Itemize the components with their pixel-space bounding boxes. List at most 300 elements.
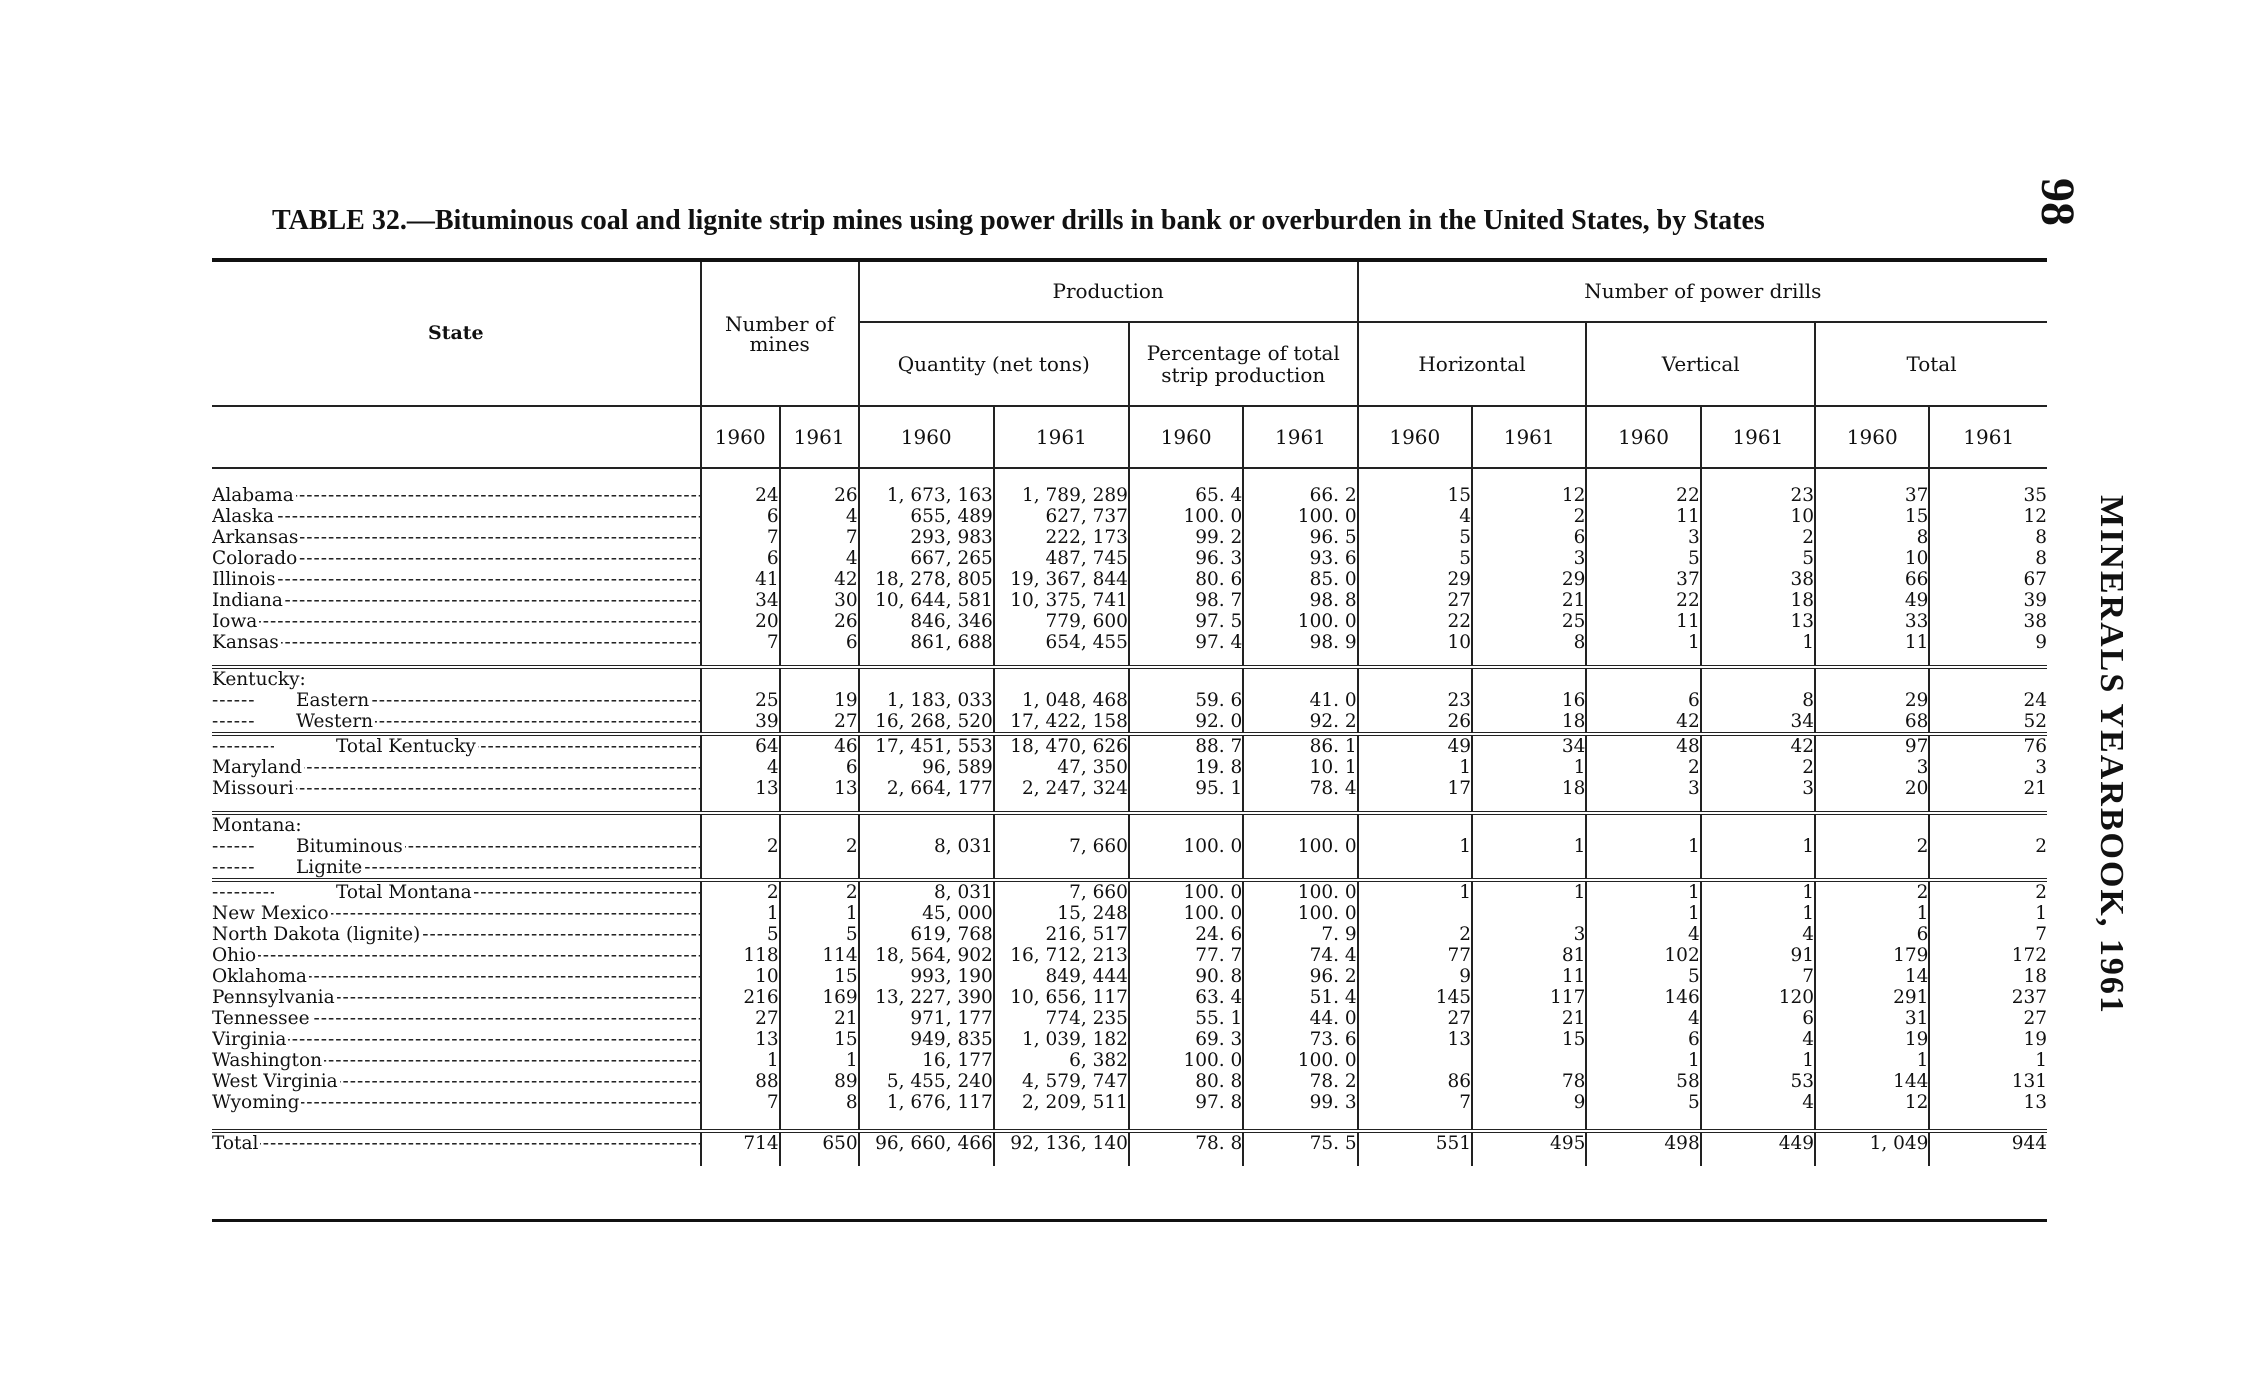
value-cell: 667, 265: [859, 548, 994, 569]
value-cell: 1: [1815, 1050, 1929, 1071]
value-cell: [1929, 667, 2047, 690]
value-cell: 2: [780, 880, 859, 903]
value-cell: 17, 422, 158: [994, 711, 1129, 734]
page-number: 98: [2031, 178, 2084, 226]
value-cell: 2: [1472, 506, 1586, 527]
value-cell: 100. 0: [1129, 903, 1243, 924]
value-cell: 1: [1472, 836, 1586, 857]
value-cell: 1: [1358, 836, 1472, 857]
value-cell: 5: [701, 924, 780, 945]
value-cell: 6: [1815, 924, 1929, 945]
value-cell: 8: [1815, 527, 1929, 548]
value-cell: 10: [701, 966, 780, 987]
value-cell: [780, 857, 859, 880]
value-cell: 97: [1815, 734, 1929, 757]
value-cell: 216: [701, 987, 780, 1008]
value-cell: 1, 789, 289: [994, 485, 1129, 506]
value-cell: 96, 660, 466: [859, 1131, 994, 1154]
value-cell: 23: [1701, 485, 1815, 506]
table-row: [212, 690, 2047, 711]
value-cell: 81: [1472, 945, 1586, 966]
value-cell: 2: [1929, 880, 2047, 903]
value-cell: 1: [1929, 1050, 2047, 1071]
value-cell: 4: [1701, 924, 1815, 945]
value-cell: 654, 455: [994, 632, 1129, 653]
value-cell: 100. 0: [1243, 1050, 1357, 1071]
value-cell: 6: [701, 548, 780, 569]
value-cell: 20: [701, 611, 780, 632]
state-cell: [212, 1092, 701, 1113]
year-label: 1961: [1929, 406, 2047, 468]
state-label: Colorado: [212, 548, 298, 569]
value-cell: 714: [701, 1131, 780, 1154]
state-cell: [212, 734, 701, 757]
value-cell: 23: [1358, 690, 1472, 711]
value-cell: 39: [1929, 590, 2047, 611]
state-label: Alaska: [212, 506, 275, 527]
table-row: [212, 1071, 2047, 1092]
value-cell: 4: [1358, 506, 1472, 527]
value-cell: 2: [1701, 757, 1815, 778]
value-cell: 11: [1586, 611, 1700, 632]
value-cell: 89: [780, 1071, 859, 1092]
table-row: [212, 506, 2047, 527]
value-cell: 487, 745: [994, 548, 1129, 569]
state-cell: [212, 836, 701, 857]
value-cell: 7: [1701, 966, 1815, 987]
value-cell: 73. 6: [1243, 1029, 1357, 1050]
value-cell: 8: [1701, 690, 1815, 711]
value-cell: 96, 589: [859, 757, 994, 778]
value-cell: 449: [1701, 1131, 1815, 1154]
value-cell: 42: [1586, 711, 1700, 734]
value-cell: 66: [1815, 569, 1929, 590]
value-cell: 6: [1472, 527, 1586, 548]
value-cell: [1586, 667, 1700, 690]
state-label: Total Montana: [274, 882, 474, 903]
state-label: Iowa: [212, 611, 258, 632]
value-cell: 7: [701, 527, 780, 548]
value-cell: 16, 268, 520: [859, 711, 994, 734]
value-cell: 6: [1586, 690, 1700, 711]
value-cell: 97. 5: [1129, 611, 1243, 632]
year-label: 1960: [859, 406, 994, 468]
year-label: 1960: [1586, 406, 1700, 468]
value-cell: 19: [1929, 1029, 2047, 1050]
table-row: [212, 1131, 2047, 1154]
state-label: Alabama: [212, 485, 294, 506]
value-cell: 4: [1586, 1008, 1700, 1029]
state-cell: [212, 506, 701, 527]
value-cell: 34: [1472, 734, 1586, 757]
year-header-row: [212, 406, 2047, 468]
value-cell: [780, 667, 859, 690]
value-cell: 145: [1358, 987, 1472, 1008]
value-cell: 37: [1815, 485, 1929, 506]
table-row: [212, 569, 2047, 590]
state-label: Eastern: [254, 690, 371, 711]
value-cell: 2: [1586, 757, 1700, 778]
year-label: 1961: [780, 406, 859, 468]
value-cell: 1: [1586, 1050, 1700, 1071]
value-cell: [701, 813, 780, 836]
value-cell: 169: [780, 987, 859, 1008]
value-cell: 15: [1358, 485, 1472, 506]
value-cell: 58: [1586, 1071, 1700, 1092]
table-row: [212, 924, 2047, 945]
value-cell: 10, 375, 741: [994, 590, 1129, 611]
value-cell: 98. 8: [1243, 590, 1357, 611]
value-cell: 98. 7: [1129, 590, 1243, 611]
value-cell: 47, 350: [994, 757, 1129, 778]
value-cell: 51. 4: [1243, 987, 1357, 1008]
value-cell: 42: [780, 569, 859, 590]
value-cell: [994, 813, 1129, 836]
value-cell: 8: [1472, 632, 1586, 653]
value-cell: 1: [1815, 903, 1929, 924]
value-cell: [1243, 667, 1357, 690]
value-cell: 1: [1586, 836, 1700, 857]
value-cell: 31: [1815, 1008, 1929, 1029]
value-cell: 495: [1472, 1131, 1586, 1154]
value-cell: 26: [780, 485, 859, 506]
value-cell: 3: [1815, 757, 1929, 778]
header-state: State: [212, 262, 701, 406]
value-cell: 27: [1358, 590, 1472, 611]
value-cell: 1: [701, 903, 780, 924]
value-cell: 55. 1: [1129, 1008, 1243, 1029]
value-cell: 3: [1701, 778, 1815, 799]
state-cell: [212, 987, 701, 1008]
value-cell: 11: [1815, 632, 1929, 653]
value-cell: 1: [1701, 632, 1815, 653]
value-cell: 849, 444: [994, 966, 1129, 987]
state-label: Montana:: [212, 815, 302, 836]
state-cell: [212, 632, 701, 653]
value-cell: 1: [1701, 880, 1815, 903]
year-label: 1961: [1472, 406, 1586, 468]
value-cell: 11: [1586, 506, 1700, 527]
value-cell: 91: [1701, 945, 1815, 966]
state-label: Illinois: [212, 569, 276, 590]
value-cell: [1815, 667, 1929, 690]
value-cell: 3: [1472, 548, 1586, 569]
state-cell: [212, 966, 701, 987]
value-cell: 971, 177: [859, 1008, 994, 1029]
value-cell: 29: [1472, 569, 1586, 590]
value-cell: 98. 9: [1243, 632, 1357, 653]
value-cell: 92. 2: [1243, 711, 1357, 734]
table-row: [212, 945, 2047, 966]
value-cell: 52: [1929, 711, 2047, 734]
value-cell: 16: [1472, 690, 1586, 711]
state-label: Virginia: [212, 1029, 287, 1050]
state-cell: [212, 548, 701, 569]
state-cell: [212, 880, 701, 903]
state-cell: [212, 945, 701, 966]
spacer-row: [212, 799, 2047, 813]
value-cell: 19: [780, 690, 859, 711]
value-cell: [1243, 857, 1357, 880]
value-cell: 17: [1358, 778, 1472, 799]
state-cell: [212, 590, 701, 611]
value-cell: 24: [1929, 690, 2047, 711]
value-cell: 216, 517: [994, 924, 1129, 945]
value-cell: 1: [1586, 880, 1700, 903]
value-cell: 18: [1472, 711, 1586, 734]
value-cell: 49: [1815, 590, 1929, 611]
value-cell: 993, 190: [859, 966, 994, 987]
state-label: Wyoming: [212, 1092, 300, 1113]
year-label: 1960: [1815, 406, 1929, 468]
value-cell: 99. 2: [1129, 527, 1243, 548]
value-cell: 172: [1929, 945, 2047, 966]
value-cell: 222, 173: [994, 527, 1129, 548]
table-row: [212, 880, 2047, 903]
value-cell: [1815, 857, 1929, 880]
value-cell: 6: [780, 632, 859, 653]
value-cell: 861, 688: [859, 632, 994, 653]
value-cell: 22: [1586, 485, 1700, 506]
value-cell: 1: [1358, 757, 1472, 778]
value-cell: 4: [1701, 1092, 1815, 1113]
spacer-row: [212, 1113, 2047, 1131]
value-cell: 2, 209, 511: [994, 1092, 1129, 1113]
value-cell: 92, 136, 140: [994, 1131, 1129, 1154]
running-head: MINERALS YEARBOOK, 1961: [2093, 495, 2130, 1015]
value-cell: 1: [701, 1050, 780, 1071]
value-cell: 6: [780, 757, 859, 778]
value-cell: 78: [1472, 1071, 1586, 1092]
value-cell: 5: [1586, 1092, 1700, 1113]
value-cell: 99. 3: [1243, 1092, 1357, 1113]
year-label: 1961: [1701, 406, 1815, 468]
value-cell: 49: [1358, 734, 1472, 757]
state-cell: [212, 611, 701, 632]
value-cell: 12: [1929, 506, 2047, 527]
value-cell: 498: [1586, 1131, 1700, 1154]
value-cell: 14: [1815, 966, 1929, 987]
header-quantity: Quantity (net tons): [859, 322, 1129, 406]
value-cell: 100. 0: [1129, 506, 1243, 527]
table-row: [212, 757, 2047, 778]
value-cell: 90. 8: [1129, 966, 1243, 987]
value-cell: 41. 0: [1243, 690, 1357, 711]
value-cell: 25: [701, 690, 780, 711]
value-cell: 96. 2: [1243, 966, 1357, 987]
state-label: Kansas: [212, 632, 279, 653]
value-cell: [1472, 667, 1586, 690]
value-cell: 5: [1358, 527, 1472, 548]
table-row: [212, 527, 2047, 548]
value-cell: 1: [1929, 903, 2047, 924]
value-cell: 41: [701, 569, 780, 590]
state-label: Oklahoma: [212, 966, 307, 987]
value-cell: 1: [1358, 880, 1472, 903]
value-cell: 38: [1929, 611, 2047, 632]
value-cell: 144: [1815, 1071, 1929, 1092]
state-label: Kentucky:: [212, 669, 306, 690]
value-cell: 15: [1815, 506, 1929, 527]
value-cell: 6, 382: [994, 1050, 1129, 1071]
value-cell: 13: [780, 778, 859, 799]
value-cell: 77: [1358, 945, 1472, 966]
value-cell: 15, 248: [994, 903, 1129, 924]
value-cell: 96. 5: [1243, 527, 1357, 548]
value-cell: 26: [1358, 711, 1472, 734]
value-cell: 2, 664, 177: [859, 778, 994, 799]
table-row: [212, 813, 2047, 836]
table-row: [212, 987, 2047, 1008]
value-cell: 1: [1472, 757, 1586, 778]
value-cell: 2: [701, 836, 780, 857]
value-cell: 7: [780, 527, 859, 548]
value-cell: 4: [780, 506, 859, 527]
value-cell: 21: [1929, 778, 2047, 799]
header-vertical: Vertical: [1586, 322, 1815, 406]
value-cell: 131: [1929, 1071, 2047, 1092]
value-cell: 6: [1701, 1008, 1815, 1029]
value-cell: 1: [1701, 836, 1815, 857]
value-cell: [780, 813, 859, 836]
value-cell: 35: [1929, 485, 2047, 506]
value-cell: 102: [1586, 945, 1700, 966]
value-cell: 100. 0: [1129, 836, 1243, 857]
table-body: [212, 468, 2047, 1166]
value-cell: [1129, 813, 1243, 836]
value-cell: 1: [1586, 632, 1700, 653]
value-cell: [1472, 813, 1586, 836]
value-cell: 66. 2: [1243, 485, 1357, 506]
value-cell: 1: [1586, 903, 1700, 924]
value-cell: 944: [1929, 1131, 2047, 1154]
value-cell: [1129, 667, 1243, 690]
table-row: [212, 485, 2047, 506]
state-label: Tennessee: [212, 1008, 310, 1029]
value-cell: 80. 6: [1129, 569, 1243, 590]
value-cell: 3: [1472, 924, 1586, 945]
state-cell: [212, 527, 701, 548]
state-cell: [212, 711, 701, 734]
value-cell: 10: [1815, 548, 1929, 569]
value-cell: 8: [1929, 548, 2047, 569]
year-label: 1960: [701, 406, 780, 468]
value-cell: [1472, 857, 1586, 880]
table-row: [212, 1029, 2047, 1050]
value-cell: 29: [1358, 569, 1472, 590]
value-cell: 655, 489: [859, 506, 994, 527]
value-cell: 13: [1701, 611, 1815, 632]
value-cell: 20: [1815, 778, 1929, 799]
value-cell: 29: [1815, 690, 1929, 711]
value-cell: 146: [1586, 987, 1700, 1008]
value-cell: 9: [1472, 1092, 1586, 1113]
value-cell: 19. 8: [1129, 757, 1243, 778]
value-cell: 627, 737: [994, 506, 1129, 527]
value-cell: 7, 660: [994, 836, 1129, 857]
value-cell: 88: [701, 1071, 780, 1092]
value-cell: 27: [780, 711, 859, 734]
value-cell: [859, 667, 994, 690]
value-cell: 34: [701, 590, 780, 611]
state-cell: [212, 1071, 701, 1092]
table-row: [212, 548, 2047, 569]
value-cell: 18: [1701, 590, 1815, 611]
value-cell: 13, 227, 390: [859, 987, 994, 1008]
value-cell: 46: [780, 734, 859, 757]
value-cell: 78. 2: [1243, 1071, 1357, 1092]
state-label: Total Kentucky: [274, 736, 478, 757]
table-row: [212, 966, 2047, 987]
table-row: [212, 711, 2047, 734]
value-cell: 18, 278, 805: [859, 569, 994, 590]
value-cell: 93. 6: [1243, 548, 1357, 569]
value-cell: [1472, 1050, 1586, 1071]
value-cell: 2: [1929, 836, 2047, 857]
value-cell: 4: [780, 548, 859, 569]
value-cell: 7, 660: [994, 880, 1129, 903]
value-cell: 5: [780, 924, 859, 945]
value-cell: [1929, 813, 2047, 836]
value-cell: 2: [1815, 836, 1929, 857]
value-cell: 120: [1701, 987, 1815, 1008]
value-cell: 53: [1701, 1071, 1815, 1092]
value-cell: 650: [780, 1131, 859, 1154]
value-cell: 1: [1701, 903, 1815, 924]
value-cell: 44. 0: [1243, 1008, 1357, 1029]
state-label: Maryland: [212, 757, 302, 778]
value-cell: 3: [1586, 527, 1700, 548]
value-cell: 2: [1701, 527, 1815, 548]
value-cell: 10. 1: [1243, 757, 1357, 778]
value-cell: 13: [1929, 1092, 2047, 1113]
value-cell: 10, 656, 117: [994, 987, 1129, 1008]
value-cell: 97. 8: [1129, 1092, 1243, 1113]
value-cell: 22: [1358, 611, 1472, 632]
value-cell: [1358, 857, 1472, 880]
value-cell: 21: [1472, 590, 1586, 611]
value-cell: 33: [1815, 611, 1929, 632]
value-cell: 1: [780, 1050, 859, 1071]
value-cell: 293, 983: [859, 527, 994, 548]
value-cell: 86. 1: [1243, 734, 1357, 757]
table-row: [212, 611, 2047, 632]
value-cell: 78. 4: [1243, 778, 1357, 799]
value-cell: 77. 7: [1129, 945, 1243, 966]
value-cell: 75. 5: [1243, 1131, 1357, 1154]
value-cell: 2: [1358, 924, 1472, 945]
value-cell: 7: [1929, 924, 2047, 945]
value-cell: 1, 183, 033: [859, 690, 994, 711]
value-cell: 8: [1929, 527, 2047, 548]
value-cell: 3: [1929, 757, 2047, 778]
state-label: New Mexico: [212, 903, 329, 924]
value-cell: [1472, 903, 1586, 924]
value-cell: 69. 3: [1129, 1029, 1243, 1050]
header-number-of-mines: Number of mines: [701, 262, 859, 406]
value-cell: 100. 0: [1129, 880, 1243, 903]
value-cell: 48: [1586, 734, 1700, 757]
value-cell: 774, 235: [994, 1008, 1129, 1029]
value-cell: 37: [1586, 569, 1700, 590]
value-cell: [1701, 857, 1815, 880]
value-cell: [859, 813, 994, 836]
value-cell: 27: [1929, 1008, 2047, 1029]
value-cell: 27: [1358, 1008, 1472, 1029]
table-row: [212, 590, 2047, 611]
table-row: [212, 903, 2047, 924]
value-cell: 1, 048, 468: [994, 690, 1129, 711]
